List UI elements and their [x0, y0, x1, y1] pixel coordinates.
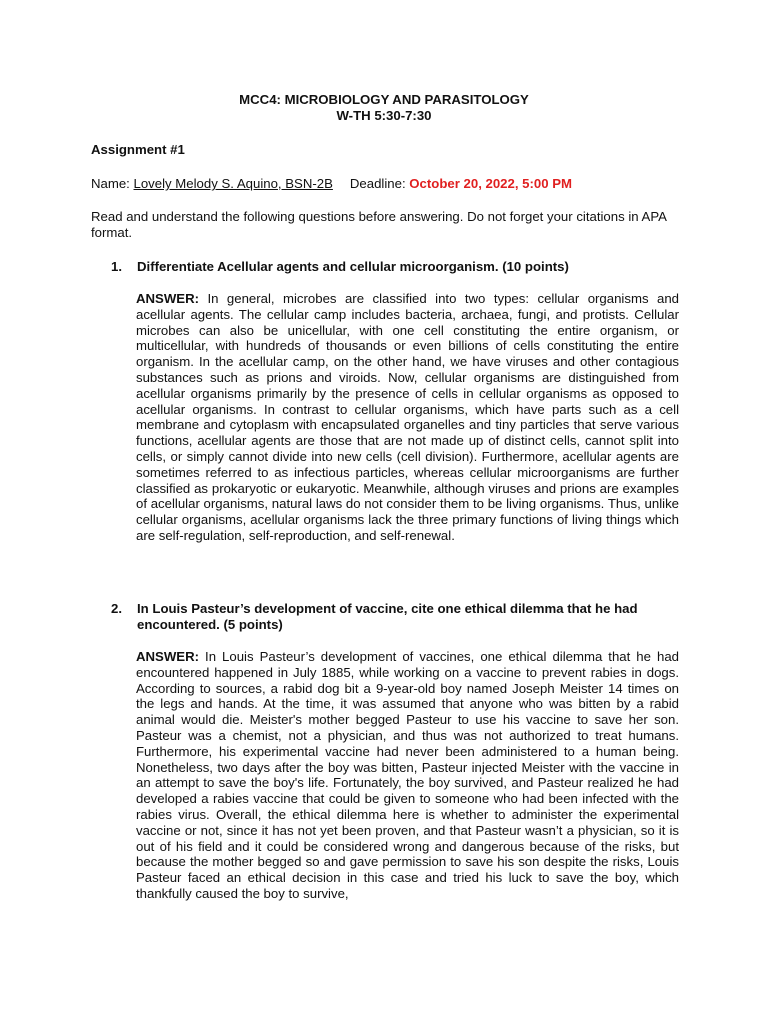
question-1	[111, 259, 687, 275]
question-number: 1.	[111, 259, 122, 274]
answer-label: ANSWER:	[136, 291, 200, 306]
question-text: Differentiate Acellular agents and cellular microorganism. (10 points)	[137, 259, 569, 274]
question-number: 2.	[111, 601, 122, 616]
assignment-title: Assignment #1	[91, 142, 185, 157]
name-line	[91, 176, 572, 191]
answer-text: In Louis Pasteur’s development of vaccines, one ethical dilemma that he had encountered happened in July 1885, while working on a vaccine to prevent rabies in dogs. According to sources, a rabid dog bit a 9-year-old boy named Joseph Meister 14 times on the legs and hands. At the time, it was assumed that anyone who was bitten by a rabid animal would die. Meister's mother begged Pasteur to use his vaccine to save her son. Pasteur was a chemist, not a physician, and thus was not authorized to treat humans. Furthermore, his experimental vaccine had never been administered to a human being. Nonetheless, two days after the boy was bitten, Pasteur injected Meister with the vaccine in an attempt to save the boy's life. Fortunately, the boy survived, and Pasteur realized he had developed a rabies vaccine that could be given to someone who had been infected with the rabies virus. Overall, the ethical dilemma here is whether to administer the experimental vaccine or not, since it has not yet been proven, and that Pasteur wasn’t a physician, so it is out of his field and it could be considered wrong and dangerous because of the risks, but because the mother begged so and gave permission to save his son despite the risks, Louis Pasteur faced an ethical decision in this case and tried his luck to save the boy, which thankfully caused the boy to survive,	[136, 649, 679, 901]
student-name: Lovely Melody S. Aquino, BSN-2B	[133, 176, 333, 191]
deadline-value: October 20, 2022, 5:00 PM	[409, 176, 573, 191]
answer-label: ANSWER:	[136, 649, 200, 664]
answer-2	[136, 649, 679, 902]
deadline-label: Deadline:	[349, 176, 410, 191]
question-2	[111, 601, 687, 633]
course-schedule: W-TH 5:30-7:30	[336, 108, 432, 123]
course-title: MCC4: MICROBIOLOGY AND PARASITOLOGY	[239, 92, 529, 107]
answer-text: In general, microbes are classified into two types: cellular organisms and acellular agents. The cellular camp includes bacteria, archaea, fungi, and protists. Cellular microbes can also be unicellular, with one cell constituting the entire organism, or multicellular, with hundreds of thousands or even billions of cells constituting the entire organism. In the acellular camp, on the other hand, we have viruses and other contagious substances such as prions and viroids. Now, cellular organisms are distinguished from acellular organisms primarily by the presence of cells in cellular organisms as opposed to acellular organisms. In contrast to cellular organisms, which have parts such as a cell membrane and cytoplasm with encapsulated organelles and tiny particles that serve various functions, acellular agents are those that are not made up of distinct cells, cannot split into cells, or simply cannot divide into new cells (cell division). Furthermore, acellular agents are sometimes referred to as infectious particles, whereas cellular microorganisms are further classified as prokaryotic or eukaryotic. Meanwhile, although viruses and prions are examples of acellular organisms, natural laws do not consider them to be living organisms. Thus, unlike cellular organisms, acellular organisms lack the three primary functions of living things which are self-regulation, self-reproduction, and self-renewal.	[136, 291, 679, 543]
question-text: In Louis Pasteur’s development of vaccine, cite one ethical dilemma that he had encountered. (5 points)	[137, 601, 638, 632]
answer-1	[136, 291, 679, 544]
instructions: Read and understand the following questions before answering. Do not forget your citations in APA format.	[91, 209, 667, 240]
name-label: Name:	[91, 176, 134, 191]
